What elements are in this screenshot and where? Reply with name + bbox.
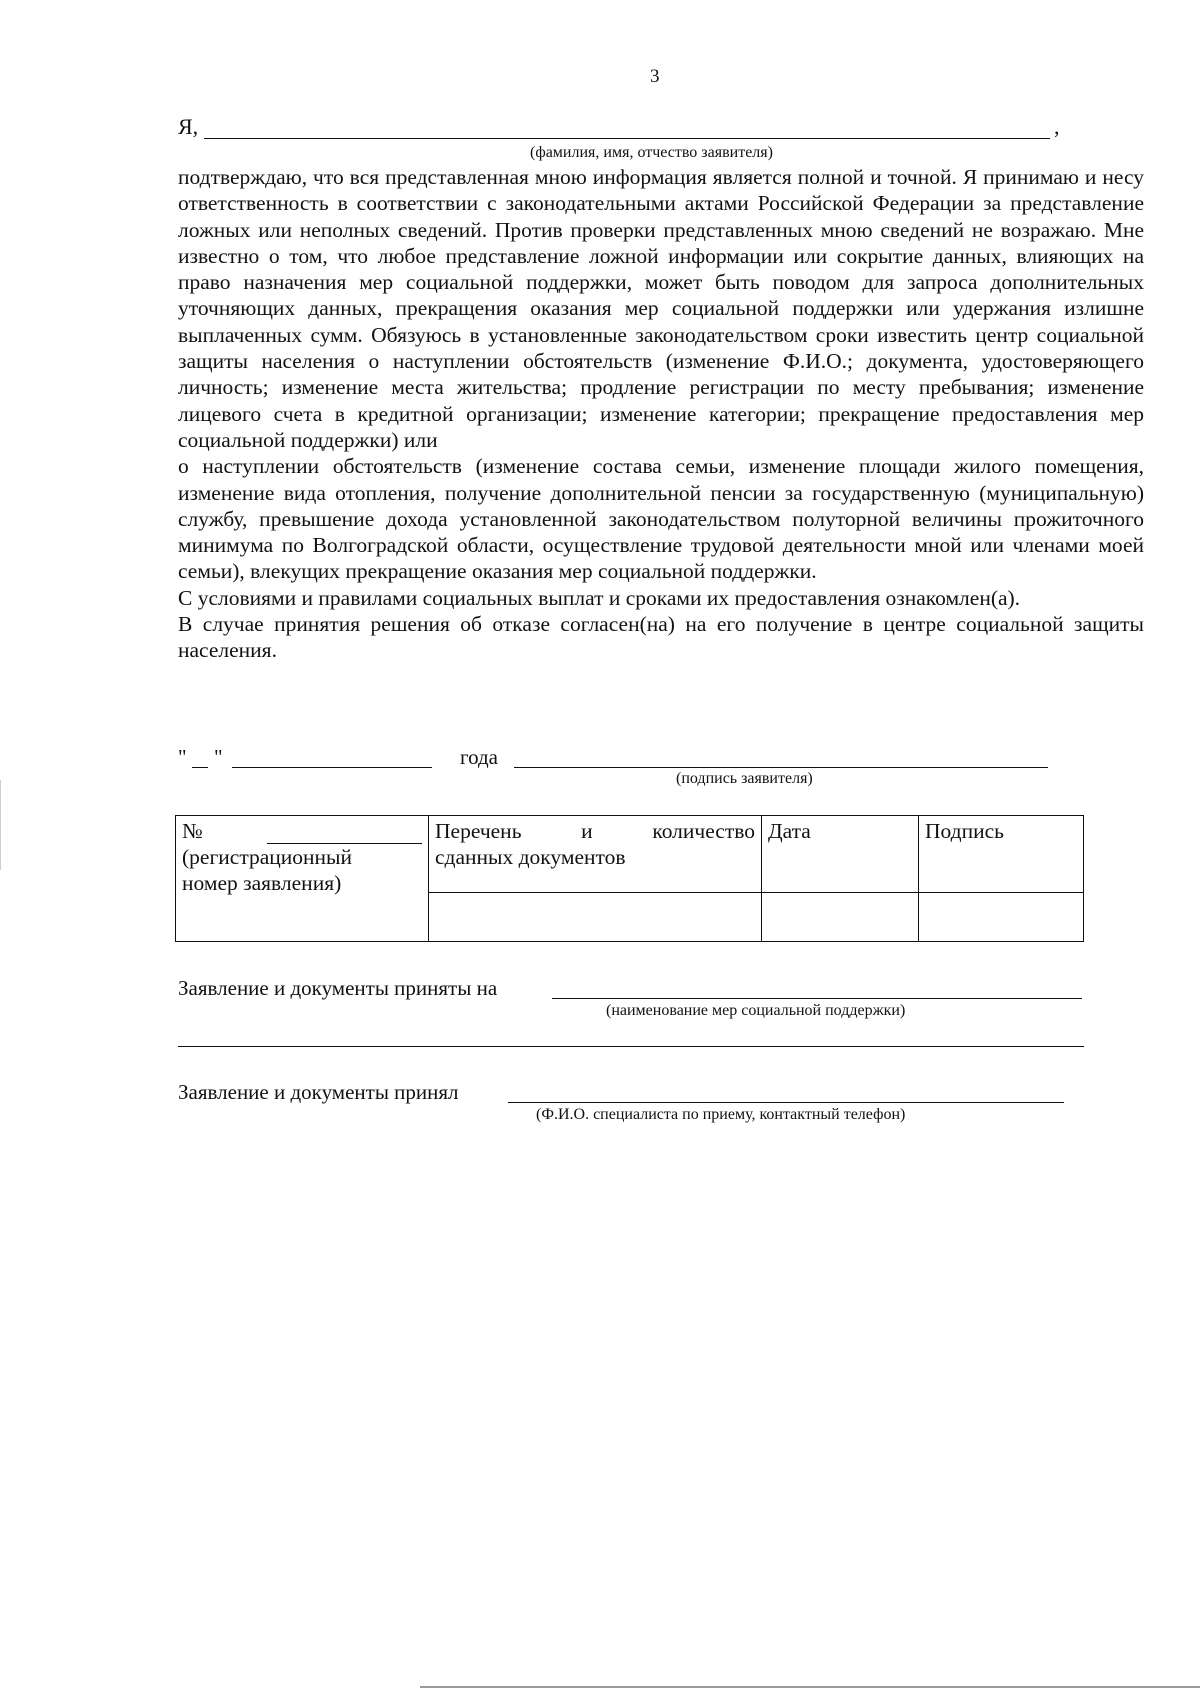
applicant-name-field-line (204, 138, 1050, 139)
registration-number-cell (176, 816, 429, 942)
date-header: Дата (768, 819, 811, 843)
scan-edge-line (420, 1686, 1200, 1688)
year-word: года (460, 745, 498, 769)
registration-table (175, 815, 1084, 942)
applicant-name-caption: (фамилия, имя, отчество заявителя) (530, 144, 773, 161)
specialist-caption: (Ф.И.О. специалиста по приему, контактный телефон) (536, 1106, 906, 1123)
applicant-suffix: , (1054, 114, 1060, 139)
documents-list-header-1: Перечень и количество (435, 819, 755, 843)
month-field-line (232, 767, 432, 768)
declaration-paragraph-2: о наступлении обстоятельств (изменение состава семьи, изменение площади жилого помещения, изменение вида отопления, получение дополнительной пенсии за государственную (муниципальную) службу, превышение дохода установленной законодательством полуторной величины прожиточного минимума по Волгоградской области, осуществление трудовой деятельности мной или членами моей семьи), влекущих прекращение оказания мер социальной поддержки. (178, 454, 1144, 584)
documents-list-header-2: сданных документов (435, 845, 626, 869)
signature-header-cell (919, 816, 1084, 893)
scan-edge-mark (0, 780, 1, 870)
date-header-cell (762, 816, 919, 893)
day-field-line (192, 767, 208, 768)
applicant-signature-field-line (514, 767, 1048, 768)
specialist-field-line (508, 1102, 1064, 1103)
registration-number-caption-2: номер заявления) (182, 871, 342, 895)
signature-value-cell (919, 893, 1084, 942)
accepted-by-label: Заявление и документы принял (178, 1080, 459, 1104)
registration-number-caption-1: (регистрационный (182, 845, 352, 869)
declaration-text (178, 164, 1144, 664)
applicant-signature-caption: (подпись заявителя) (676, 770, 813, 787)
quote-close: " (214, 745, 223, 769)
date-signature-line (178, 745, 1078, 775)
documents-list-value-cell (429, 893, 762, 942)
support-measures-caption: (наименование мер социальной поддержки) (606, 1002, 906, 1019)
documents-list-header-cell (429, 816, 762, 893)
support-measures-continuation-line (178, 1046, 1084, 1047)
registration-number-field-line (267, 825, 422, 844)
number-symbol: № (182, 819, 203, 843)
signature-header: Подпись (925, 819, 1004, 843)
table-row (176, 816, 1084, 893)
accepted-on-label: Заявление и документы приняты на (178, 976, 498, 1000)
support-measures-field-line (552, 998, 1082, 999)
applicant-name-line (178, 114, 1078, 144)
declaration-paragraph-1: подтверждаю, что вся представленная мною информация является полной и точной. Я принимаю и несу ответственность в соответствии с законодательными актами Российской Федерации за представление ложных или неполных сведений. Против проверки представленных мною сведений не возражаю. Мне известно о том, что любое представление ложной информации или сокрытие данных, влияющих на право назначения мер социальной поддержки, может быть поводом для запроса дополнительных уточняющих данных, прекращения оказания мер социальной поддержки или удержания излишне выплаченных сумм. Обязуюсь в установленные законодательством сроки известить центр социальной защиты населения о наступлении обстоятельств (изменение Ф.И.О.; документа, удостоверяющего личность; изменение места жительства; продление регистрации по месту пребывания; изменение лицевого счета в кредитной организации; изменение категории; прекращение предоставления мер социальной поддержки) или (178, 165, 1144, 452)
quote-open: " (178, 745, 187, 769)
applicant-prefix: Я, (178, 114, 199, 139)
date-value-cell (762, 893, 919, 942)
declaration-paragraph-4: В случае принятия решения об отказе согласен(на) на его получение в центре социальной защиты населения. (178, 612, 1144, 663)
page-number: 3 (650, 66, 660, 87)
declaration-paragraph-3: С условиями и правилами социальных выплат и сроками их предоставления ознакомлен(а). (178, 585, 1021, 610)
